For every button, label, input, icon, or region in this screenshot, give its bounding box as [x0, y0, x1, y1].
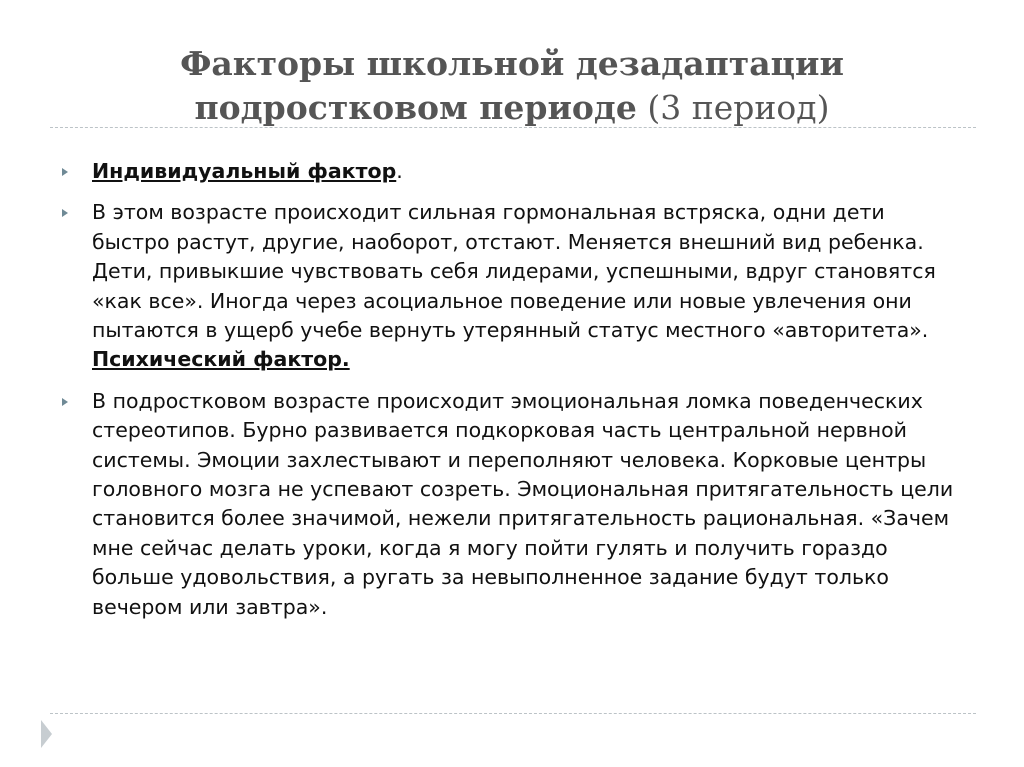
- slide-title: [60, 42, 964, 130]
- title-line-2-rest: (3 период): [636, 88, 830, 127]
- individual-factor-heading: Индивидуальный фактор: [92, 159, 397, 183]
- bottom-divider: [50, 713, 976, 714]
- title-line-1: Факторы школьной дезадаптации: [180, 44, 844, 83]
- title-line-2-bold: подростковом периоде: [194, 88, 637, 127]
- bullet-triangle-icon: [62, 168, 68, 176]
- psychic-factor-heading: Психический фактор.: [92, 347, 350, 372]
- bullet-item-emotional: [62, 387, 962, 622]
- individual-factor-suffix: .: [396, 159, 403, 183]
- top-divider: [50, 127, 976, 128]
- hormonal-paragraph: В этом возрасте происходит сильная гормональная встряска, одни дети быстро растут, другие, наоборот, отстают. Меняется внешний вид ребенка. Дети, привыкшие чувствовать себя лидерами, успешными, вдруг становятся «как все». Иногда через асоциальное поведение или новые увлечения они пытаются в ущерб учебе вернуть утерянный статус местного «авторитета».: [92, 200, 936, 343]
- bullet-item-hormonal: [62, 198, 962, 374]
- bullet-item-individual: [62, 157, 962, 186]
- bullet-triangle-icon: [62, 398, 68, 406]
- emotional-paragraph: В подростковом возрасте происходит эмоциональная ломка поведенческих стереотипов. Бурно развивается подкорковая часть центральной нервной системы. Эмоции захлестывают и переполняют человека. Корковые центры головного мозга не успевают созреть. Эмоциональная притягательность цели становится более значимой, нежели притягательность рациональная. «Зачем мне сейчас делать уроки, когда я могу пойти гулять и получить гораздо больше удовольствия, а ругать за невыполненное задание будут только вечером или завтра».: [92, 388, 954, 619]
- slide-body: [62, 157, 962, 634]
- corner-triangle-icon: [41, 720, 52, 748]
- bullet-triangle-icon: [62, 209, 68, 217]
